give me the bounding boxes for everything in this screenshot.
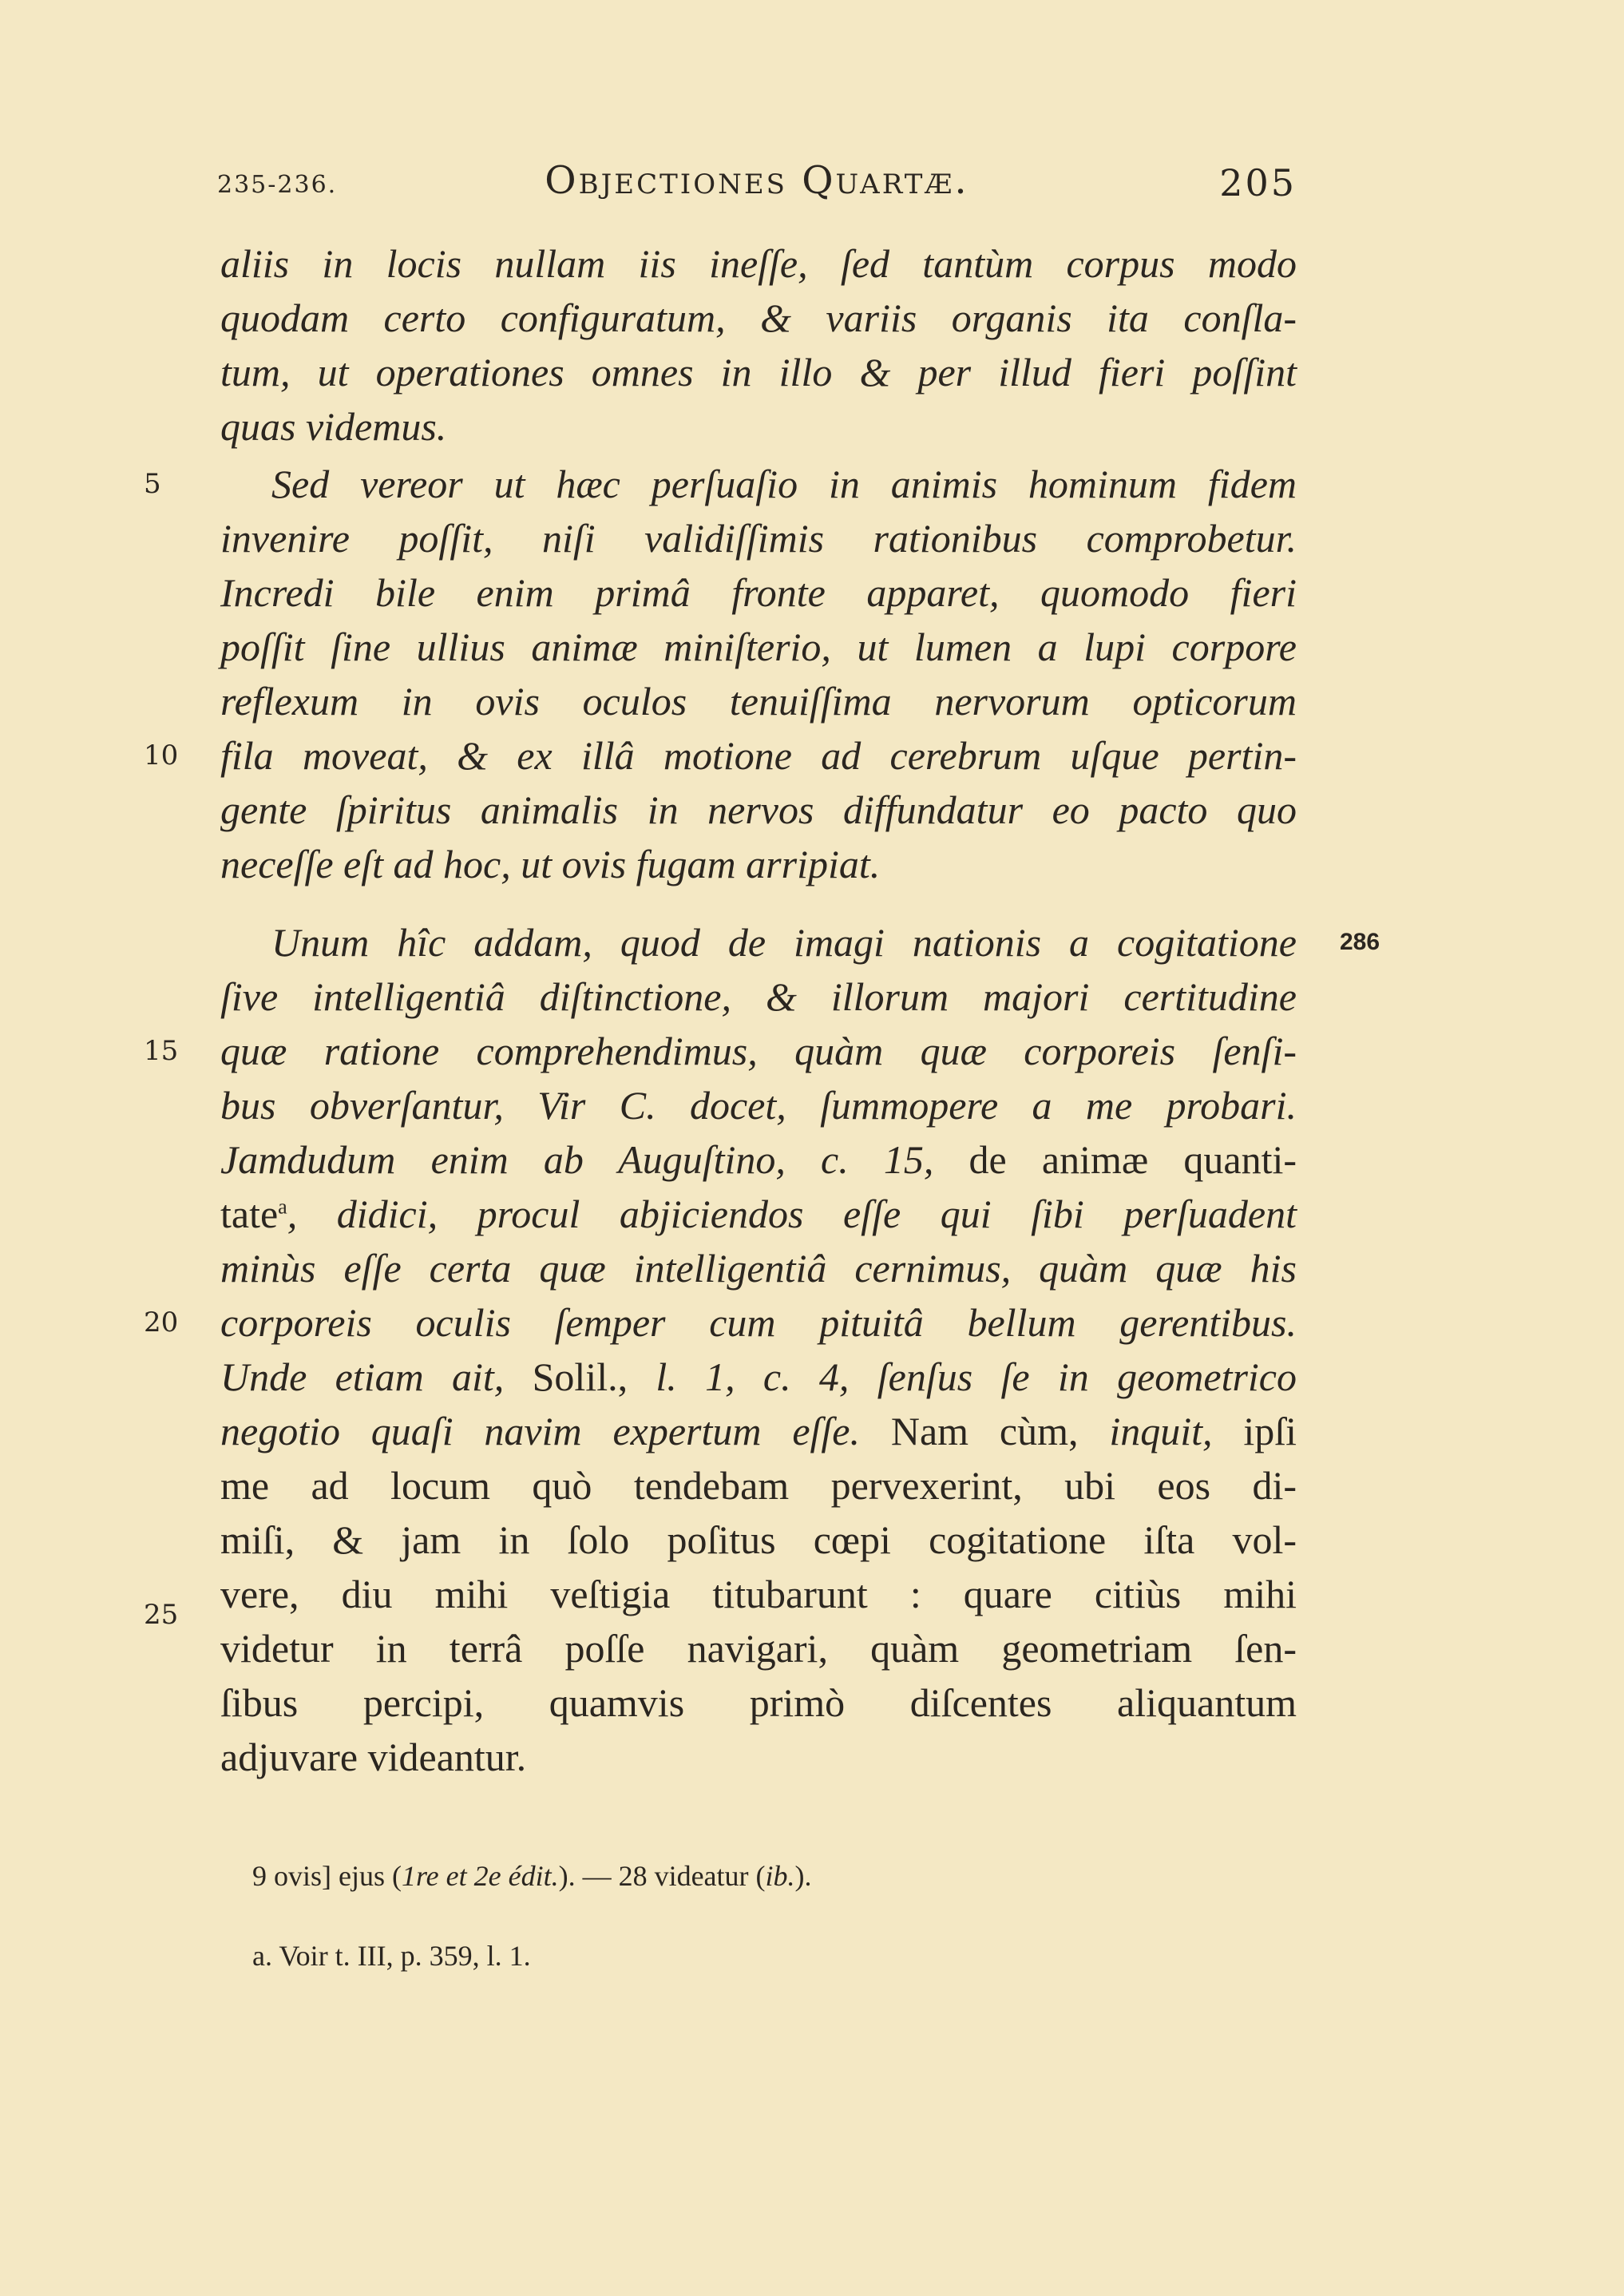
- variant-footnote: [252, 1859, 812, 1893]
- footnote-text: ). — 28 videatur (: [558, 1860, 766, 1892]
- text-span: Nam cùm,: [890, 1409, 1079, 1453]
- text-line: me ad locum quò tendebam pervexerint, ubi eos di-: [220, 1463, 1297, 1508]
- header-title: Objectiones Quartæ.: [545, 158, 969, 203]
- text-line: miſi, & jam in ſolo poſitus cœpi cogitatione iſta vol-: [220, 1517, 1297, 1562]
- footnote-text: 9 ovis] ejus (: [252, 1860, 402, 1892]
- text-span: negotio quaſi navim expertum eſſe.: [220, 1409, 860, 1453]
- line-number: 10: [144, 740, 179, 771]
- text-line: [220, 1187, 1297, 1241]
- text-line: corporeis oculis ſemper cum pituitâ bellum gerentibus.: [220, 1300, 1297, 1345]
- margin-page-reference: 286: [1340, 929, 1380, 955]
- text-span: Solil.,: [532, 1354, 628, 1399]
- text-span: tate: [220, 1192, 279, 1236]
- footnote-text: 1re et 2e édit.: [401, 1860, 559, 1892]
- footnote-text: ib.: [765, 1860, 795, 1892]
- text-line: poſſit ſine ullius animæ miniſterio, ut lumen a lupi corpore: [220, 625, 1297, 669]
- text-line: tum, ut operationes omnes in illo & per illud fieri poſſint: [220, 350, 1297, 395]
- text-line: fila moveat, & ex illâ motione ad cerebrum uſque pertin-: [220, 733, 1297, 778]
- text-line: invenire poſſit, niſi validiſſimis rationibus comprobetur.: [220, 516, 1297, 561]
- text-span: inquit,: [1109, 1409, 1213, 1453]
- text-line: ſive intelligentiâ diſtinctione, & illorum majori certitudine: [220, 974, 1297, 1019]
- text-line: Unum hîc addam, quod de imagi nationis a cogitatione: [271, 920, 1297, 965]
- text-line: [220, 1132, 1297, 1187]
- text-line: [220, 1404, 1297, 1458]
- text-line: videtur in terrâ poſſe navigari, quàm geometriam ſen-: [220, 1626, 1297, 1671]
- text-span: Unde etiam ait,: [220, 1354, 505, 1399]
- text-line: quæ ratione comprehendimus, quàm quæ corporeis ſenſi-: [220, 1029, 1297, 1073]
- text-span: de animæ quanti-: [968, 1137, 1297, 1182]
- text-line: aliis in locis nullam iis ineſſe, ſed tantùm corpus modo: [220, 241, 1297, 286]
- text-line: gente ſpiritus animalis in nervos diffundatur eo pacto quo: [220, 787, 1297, 832]
- text-line: Incredi bile enim primâ fronte apparet, quomodo fieri: [220, 570, 1297, 615]
- text-line: [220, 1350, 1297, 1404]
- text-line: bus obverſantur, Vir C. docet, ſummopere a me probari.: [220, 1083, 1297, 1128]
- text-line: reflexum in ovis oculos tenuiſſima nervorum opticorum: [220, 679, 1297, 724]
- text-line: adjuvare videantur.: [220, 1735, 527, 1779]
- editor-footnote: a. Voir t. III, p. 359, l. 1.: [252, 1940, 531, 1972]
- text-line: Sed vereor ut hæc perſuaſio in animis hominum fidem: [271, 462, 1297, 506]
- text-line: neceſſe eſt ad hoc, ut ovis fugam arripiat.: [220, 842, 881, 886]
- line-number: 25: [144, 1599, 179, 1631]
- header-page-range: 235-236.: [217, 171, 338, 199]
- text-line: vere, diu mihi veſtigia titubarunt : quare citiùs mihi: [220, 1572, 1297, 1616]
- running-header: [217, 158, 1297, 206]
- footnote-text: ).: [794, 1860, 812, 1892]
- text-span: l. 1, c. 4, ſenſus ſe in geometrico: [656, 1354, 1297, 1399]
- text-line: ſibus percipi, quamvis primò diſcentes aliquantum: [220, 1680, 1297, 1725]
- text-span: Jamdudum enim ab Auguſtino, c. 15,: [220, 1137, 934, 1182]
- text-line: minùs eſſe certa quæ intelligentiâ cernimus, quàm quæ his: [220, 1246, 1297, 1291]
- line-number: 15: [144, 1035, 179, 1067]
- text-span: , didici, procul abjiciendos eſſe qui ſibi perſuadent: [287, 1192, 1297, 1236]
- page-number: 205: [1219, 161, 1297, 204]
- text-span: ipſi: [1243, 1409, 1297, 1453]
- text-line: quas videmus.: [220, 404, 447, 449]
- line-number: 20: [144, 1307, 179, 1338]
- line-number: 5: [144, 468, 161, 500]
- text-line: quodam certo configuratum, & variis organis ita conſla-: [220, 295, 1297, 340]
- footnote-marker: a: [278, 1195, 287, 1219]
